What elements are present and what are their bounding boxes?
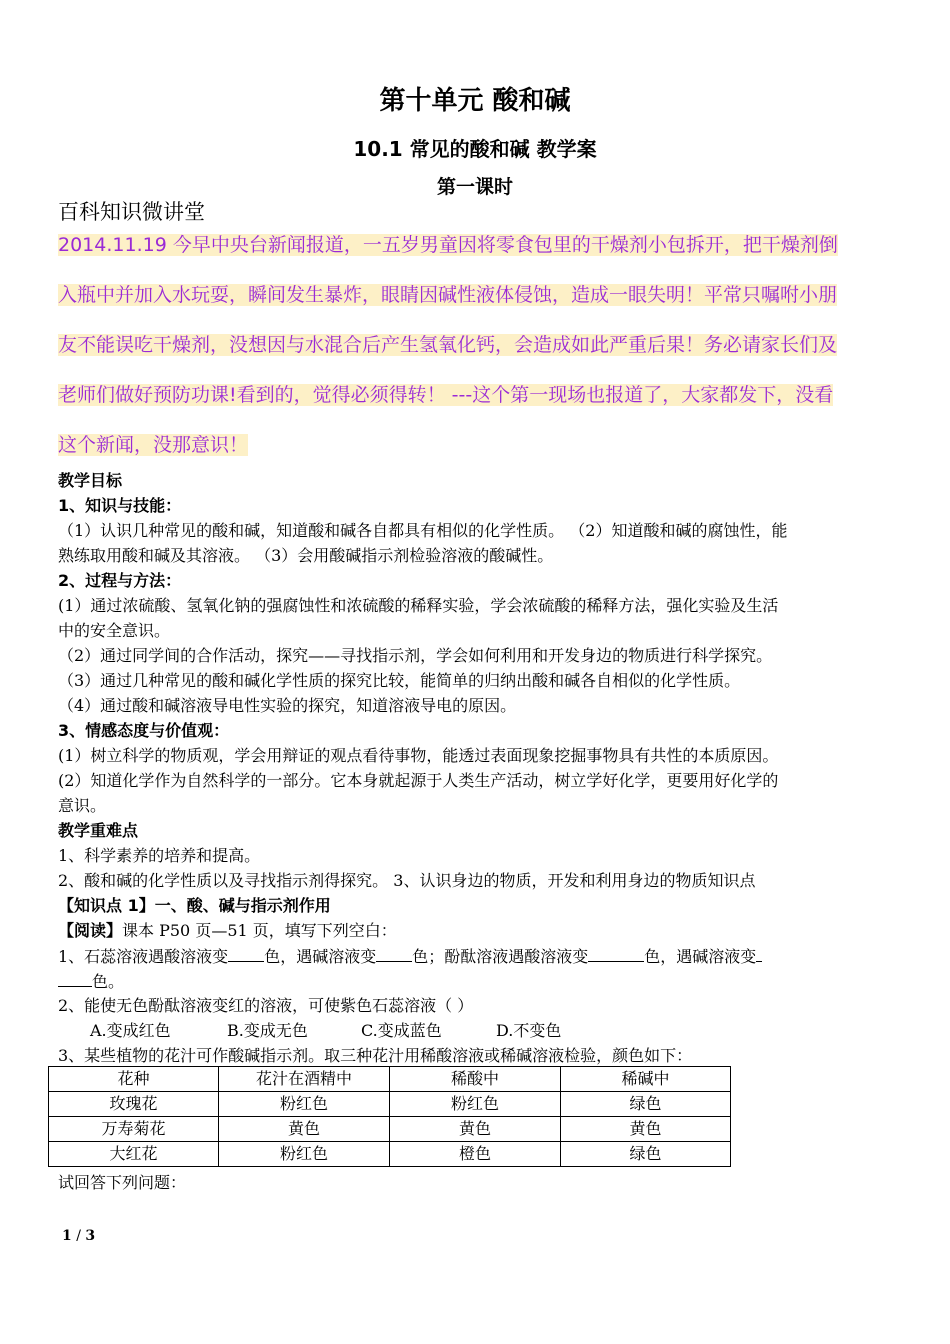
question-1: 1、石蕊溶液遇酸溶液变 色，遇碱溶液变 色；酚酞溶液遇酸溶液变 色，遇碱溶液变 [58, 943, 898, 968]
table-header-row [49, 1067, 731, 1092]
table-row [49, 1142, 731, 1167]
text-line: (1）通过浓硫酸、氢氧化钠的强腐蚀性和浓硫酸的稀释实验，学会浓硫酸的稀释方法，强化实验及生活 [58, 596, 779, 615]
table-cell: 万寿菊花 [49, 1117, 219, 1142]
question-2: 2、能使无色酚酞溶液变红的溶液，可使紫色石蕊溶液（ ） [58, 996, 474, 1015]
table-header-cell: 稀酸中 [390, 1067, 561, 1092]
text-line: 1、科学素养的培养和提高。 [58, 846, 261, 865]
page-number: 1 / 3 [62, 1228, 96, 1244]
table-cell: 绿色 [561, 1142, 731, 1167]
table-cell: 粉红色 [219, 1092, 390, 1117]
period-title: 第一课时 [436, 176, 513, 198]
knowledge-point-heading: 【知识点 1】一、酸、碱与指示剂作用 [58, 896, 331, 915]
reading-label: 【阅读】 [58, 921, 123, 940]
text-line: 中的安全意识。 [58, 621, 171, 640]
table-cell: 玫瑰花 [49, 1092, 219, 1117]
table-cell: 粉红色 [390, 1092, 561, 1117]
encyclopedia-heading: 百科知识微讲堂 [58, 200, 205, 224]
table-header-cell: 稀碱中 [561, 1067, 731, 1092]
text-line: （4）通过酸和碱溶液导电性实验的探究，知道溶液导电的原因。 [58, 696, 517, 715]
option-d: D.不变色 [496, 1021, 562, 1040]
option-a: A.变成红色 [90, 1021, 171, 1040]
unit-title: 第十单元 酸和碱 [379, 86, 571, 116]
question-1-continued: 色。 [58, 968, 898, 993]
reading-text: 课本 P50 页—51 页，填写下列空白： [122, 921, 397, 940]
text-line: （1）认识几种常见的酸和碱，知道酸和碱各自都具有相似的化学性质。 （2）知道酸和碱的腐蚀性，能 [58, 521, 788, 540]
news-line: 这个新闻，没那意识！ [58, 434, 249, 456]
lesson-title: 10.1 常见的酸和碱 教学案 [353, 137, 597, 161]
goals-section-1-heading: 1、知识与技能： [58, 496, 182, 515]
text-line: 熟练取用酸和碱及其溶液。 （3）会用酸碱指示剂检验溶液的酸碱性。 [58, 546, 554, 565]
news-line: 2014.11.19 今早中央台新闻报道，一五岁男童因将零食包里的干燥剂小包拆开，把干燥剂倒 [58, 234, 838, 256]
news-line: 友不能误吃干燥剂，没想因与水混合后产生氢氧化钙，会造成如此严重后果！务必请家长们及 [58, 334, 838, 356]
table-header-cell: 花汁在酒精中 [219, 1067, 390, 1092]
table-cell: 粉红色 [219, 1142, 390, 1167]
goals-section-3-heading: 3、情感态度与价值观： [58, 721, 230, 740]
goals-heading: 教学目标 [58, 471, 123, 490]
table-cell: 黄色 [219, 1117, 390, 1142]
question-2-options [58, 1018, 898, 1043]
goals-section-2-heading: 2、过程与方法： [58, 571, 182, 590]
reading-instruction [58, 918, 898, 943]
table-row [49, 1117, 731, 1142]
table-cell: 黄色 [561, 1117, 731, 1142]
text-line: （2）通过同学间的合作活动，探究——寻找指示剂，学会如何利用和开发身边的物质进行科学探究。 [58, 646, 773, 665]
table-row [49, 1092, 731, 1117]
news-paragraph [58, 226, 898, 476]
option-b: B.变成无色 [227, 1021, 308, 1040]
news-line: 入瓶中并加入水玩耍，瞬间发生暴炸，眼睛因碱性液体侵蚀，造成一眼失明！平常只嘱咐小朋 [58, 284, 838, 306]
news-line: 老师们做好预防功课!看到的，觉得必须得转！ ---这个第一现场也报道了，大家都发下，没看 [58, 384, 834, 406]
option-c: C.变成蓝色 [361, 1021, 442, 1040]
table-cell: 橙色 [390, 1142, 561, 1167]
text-line: (1）树立科学的物质观，学会用辩证的观点看待事物，能透过表面现象挖掘事物具有共性的本质原因。 [58, 746, 779, 765]
answer-blank[interactable] [228, 943, 264, 962]
table-header-cell: 花种 [49, 1067, 219, 1092]
table-cell: 大红花 [49, 1142, 219, 1167]
follow-up-prompt: 试回答下列问题： [58, 1173, 187, 1192]
answer-blank[interactable] [58, 968, 92, 987]
text-line: (2）知道化学作为自然科学的一部分。它本身就起源于人类生产活动，树立学好化学，更要用好化学的 [58, 771, 779, 790]
text-line: （3）通过几种常见的酸和碱化学性质的探究比较，能简单的归纳出酸和碱各自相似的化学性质。 [58, 671, 741, 690]
answer-blank[interactable] [588, 943, 644, 962]
flower-indicator-table [48, 1066, 731, 1167]
answer-blank[interactable] [756, 943, 762, 962]
text-line: 意识。 [58, 796, 107, 815]
answer-blank[interactable] [376, 943, 412, 962]
main-content [58, 468, 898, 1068]
text-line: 2、酸和碱的化学性质以及寻找指示剂得探究。 3、认识身边的物质，开发和利用身边的物质知识点 [58, 871, 756, 890]
table-cell: 绿色 [561, 1092, 731, 1117]
table-cell: 黄色 [390, 1117, 561, 1142]
question-3: 3、某些植物的花汁可作酸碱指示剂。取三种花汁用稀酸溶液或稀碱溶液检验，颜色如下： [58, 1046, 693, 1065]
difficulties-heading: 教学重难点 [58, 821, 139, 840]
